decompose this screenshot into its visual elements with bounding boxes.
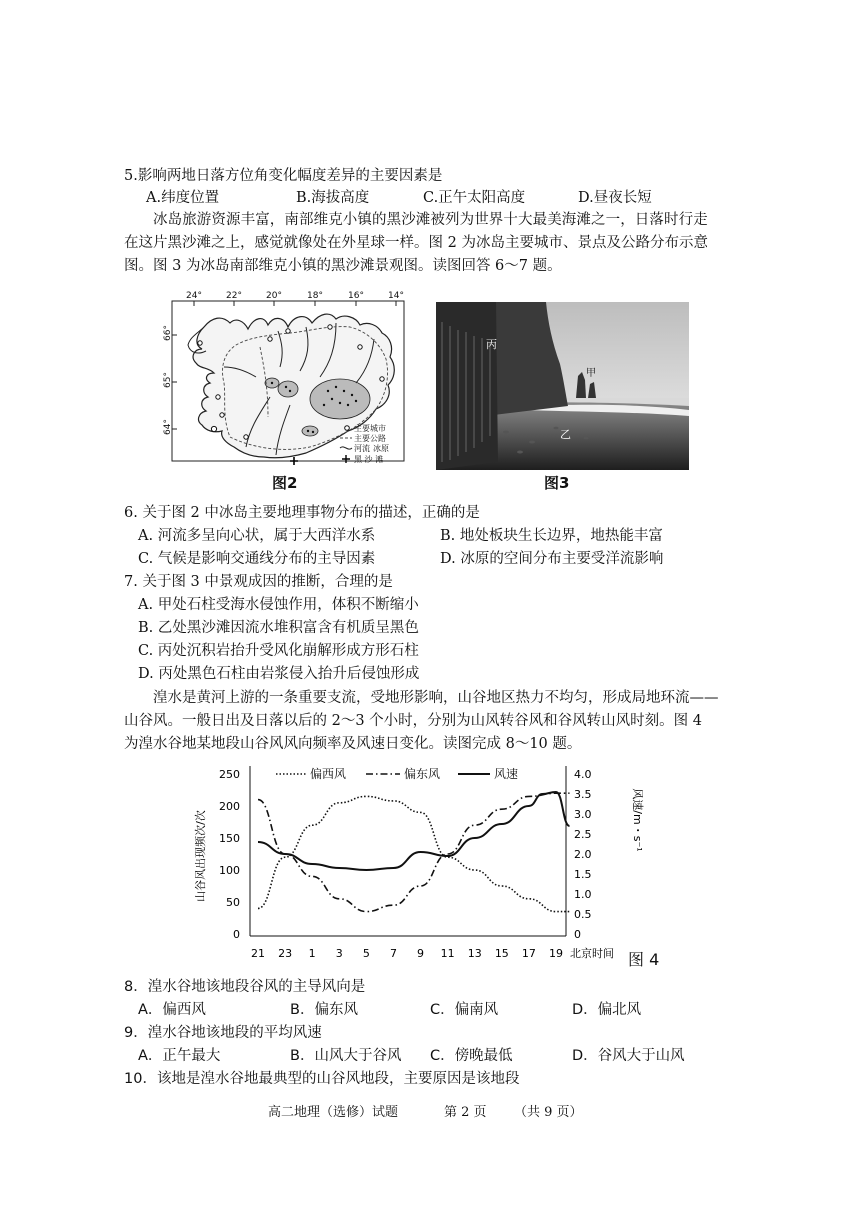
y-right-tick-label: 2.0 — [574, 848, 592, 861]
q5-option-b: B.海拔高度 — [296, 190, 370, 206]
lon-tick: 24° — [186, 291, 202, 301]
y-right-tick-label: 1.5 — [574, 868, 592, 881]
legend-westerly: 偏西风 — [310, 767, 347, 781]
figure-3-photo — [436, 302, 689, 470]
x-tick-label: 21 — [251, 947, 265, 960]
figure-2-map — [160, 287, 410, 472]
figure-2-label: 图2 — [272, 474, 298, 492]
q7-stem: 7. 关于图 3 中景观成因的推断，合理的是 — [124, 574, 393, 590]
lat-tick: 66° — [163, 325, 173, 341]
q9-option-a: A．正午最大 — [138, 1048, 221, 1064]
x-tick-label: 23 — [278, 947, 293, 960]
x-tick-label: 11 — [440, 947, 455, 960]
figure-3-label: 图3 — [544, 474, 570, 492]
passage2-line2: 山谷风。一般日出及日落以后的 2～3 个小时，分别为山风转谷风和谷风转山风时刻。图 4 — [124, 713, 702, 729]
photo-mark-bing: 丙 — [486, 338, 497, 351]
lon-tick: 16° — [348, 291, 364, 301]
x-tick-label: 13 — [467, 947, 482, 960]
lon-tick: 20° — [266, 291, 282, 301]
q5-option-c: C.正午太阳高度 — [423, 190, 526, 206]
q8-option-c: C．偏南风 — [430, 1002, 499, 1018]
q5-option-d: D.昼夜长短 — [578, 190, 652, 206]
x-tick-label: 5 — [362, 947, 370, 960]
x-tick-label: 19 — [549, 947, 563, 960]
y-right-tick-label: 3.0 — [574, 808, 592, 821]
figure-4-label: 图 4 — [628, 950, 660, 969]
y-tick-label: 50 — [226, 896, 240, 909]
q8-option-d: D．偏北风 — [572, 1002, 642, 1018]
passage1-line2: 在这片黑沙滩之上，感觉就像处在外星球一样。图 2 为冰岛主要城市、景点及公路分布示意 — [124, 235, 708, 251]
lat-tick: 64° — [163, 419, 173, 435]
x-tick-label: 15 — [494, 947, 509, 960]
y-right-tick-label: 4.0 — [574, 768, 592, 781]
q9-stem: 9．湟水谷地该地段的平均风速 — [124, 1025, 322, 1041]
y-tick-label: 150 — [219, 832, 240, 845]
q8-option-b: B．偏东风 — [290, 1002, 358, 1018]
chart-ylabel-right: 风速/m・s⁻¹ — [631, 788, 644, 852]
y-tick-label: 250 — [219, 768, 240, 781]
legend-beach: 黑 沙 滩 — [354, 455, 384, 464]
photo-mark-jia: 甲 — [586, 368, 596, 379]
q7-option-a: A. 甲处石柱受海水侵蚀作用，体积不断缩小 — [138, 597, 419, 613]
x-tick-label: 7 — [389, 947, 397, 960]
y-right-tick-label: 0.5 — [574, 908, 592, 921]
y-right-tick-label: 3.5 — [574, 788, 592, 801]
chart-ylabel: 山谷风出现频次/次 — [194, 810, 207, 902]
q8-stem: 8．湟水谷地该地段谷风的主导风向是 — [124, 979, 366, 995]
figure-4-chart — [190, 760, 670, 970]
y-tick-label: 100 — [219, 864, 240, 877]
y-tick-label: 0 — [233, 928, 240, 941]
q7-option-b: B. 乙处黑沙滩因流水堆积富含有机质呈黑色 — [138, 620, 419, 636]
q8-option-a: A．偏西风 — [138, 1002, 206, 1018]
x-tick-label: 17 — [521, 947, 536, 960]
q6-stem: 6. 关于图 2 中冰岛主要地理事物分布的描述，正确的是 — [124, 505, 480, 521]
q6-option-b: B. 地处板块生长边界，地热能丰富 — [440, 528, 663, 544]
footer-page: 第 2 页 — [444, 1105, 487, 1120]
y-tick-label: 200 — [219, 800, 240, 813]
lon-tick: 18° — [307, 291, 323, 301]
passage2-line3: 为湟水谷地某地段山谷风风向频率及风速日变化。读图完成 8～10 题。 — [124, 736, 582, 752]
lon-tick: 22° — [226, 291, 242, 301]
passage2-line1: 湟水是黄河上游的一条重要支流，受地形影响，山谷地区热力不均匀，形成局地环流—— — [153, 690, 719, 706]
footer-total: （共 9 页） — [514, 1105, 583, 1120]
legend-windspeed: 风速 — [494, 767, 519, 781]
q7-option-d: D. 丙处黑色石柱由岩浆侵入抬升后侵蚀形成 — [138, 666, 420, 682]
legend-road: 主要公路 — [354, 434, 386, 443]
q6-option-c: C. 气候是影响交通线分布的主导因素 — [138, 551, 376, 567]
series-line-2 — [258, 792, 570, 870]
y-right-tick-label: 1.0 — [574, 888, 592, 901]
q9-option-c: C．傍晚最低 — [430, 1048, 513, 1064]
y-right-tick-label: 2.5 — [574, 828, 592, 841]
passage1-line3: 图。图 3 为冰岛南部维克小镇的黑沙滩景观图。读图回答 6～7 题。 — [124, 258, 562, 274]
x-tick-label: 3 — [335, 947, 343, 960]
q5-stem: 5.影响两地日落方位角变化幅度差异的主要因素是 — [124, 168, 443, 184]
x-tick-label: 9 — [417, 947, 425, 960]
legend-easterly: 偏东风 — [404, 767, 441, 781]
q9-option-d: D．谷风大于山风 — [572, 1048, 685, 1064]
photo-mark-yi: 乙 — [560, 428, 571, 441]
lat-tick: 65° — [163, 372, 173, 388]
legend-city: 主要城市 — [354, 424, 386, 433]
chart-xlabel: 北京时间 — [570, 947, 614, 960]
q7-option-c: C. 丙处沉积岩抬升受风化崩解形成方形石柱 — [138, 643, 419, 659]
legend-river: 河流 — [354, 444, 370, 453]
passage1-line1: 冰岛旅游资源丰富，南部维克小镇的黑沙滩被列为世界十大最美海滩之一，日落时行走 — [153, 212, 708, 228]
q9-option-b: B．山风大于谷风 — [290, 1048, 402, 1064]
y-right-tick-label: 0 — [574, 928, 581, 941]
q6-option-a: A. 河流多呈向心状，属于大西洋水系 — [138, 528, 376, 544]
footer-subject: 高二地理（选修）试题 — [268, 1105, 399, 1120]
legend-ice: 冰原 — [373, 444, 389, 453]
q5-option-a: A.纬度位置 — [146, 190, 220, 206]
q6-option-d: D. 冰原的空间分布主要受洋流影响 — [440, 551, 664, 567]
lon-tick: 14° — [388, 291, 404, 301]
q10-stem: 10．该地是湟水谷地最典型的山谷风地段，主要原因是该地段 — [124, 1071, 520, 1087]
x-tick-label: 1 — [308, 947, 316, 960]
